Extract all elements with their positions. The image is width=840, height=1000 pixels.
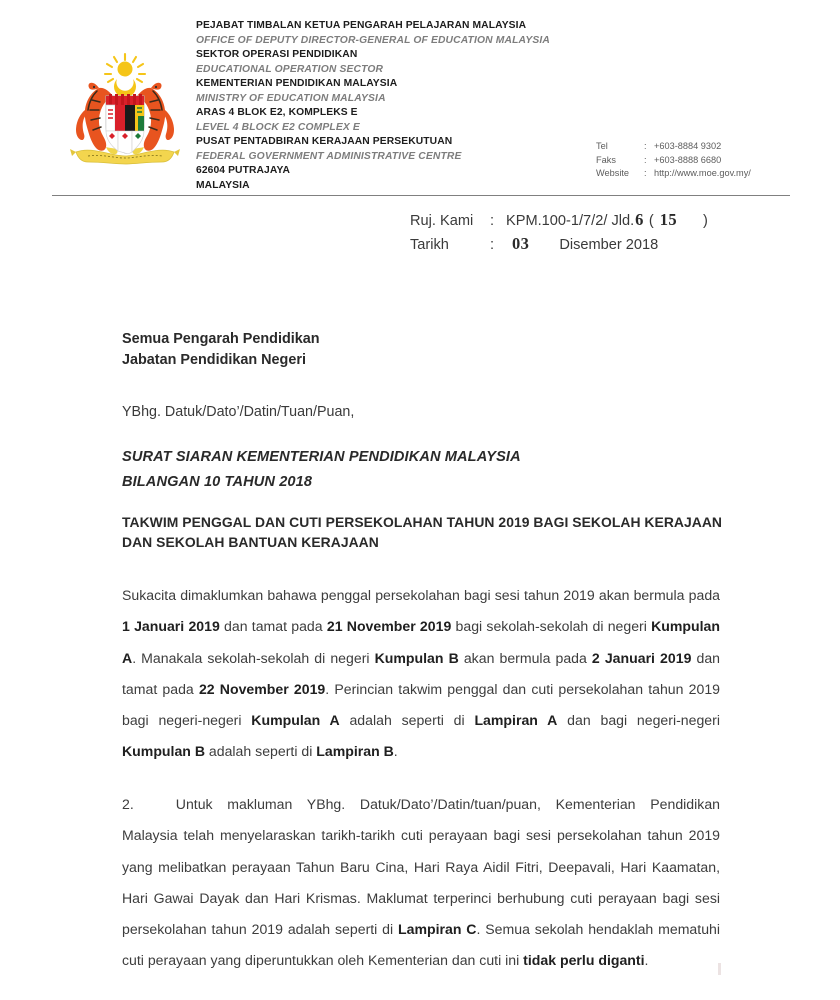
address-line: OFFICE OF DEPUTY DIRECTOR-GENERAL OF EDUCATION MALAYSIA [196,34,550,46]
p2-appendix-c: Lampiran C [398,920,477,937]
p1-text: bagi sekolah-sekolah di negeri [451,618,652,635]
address-line: EDUCATIONAL OPERATION SECTOR [196,63,384,75]
colon: : [644,154,647,165]
ruj-kami-value: KPM.100-1/7/2/ Jld. [506,213,635,229]
colon: : [490,213,495,229]
addressee-line-2: Jabatan Pendidikan Negeri [122,352,306,368]
paragraph-2 [122,789,720,976]
letterhead-contact-block [596,140,751,181]
circular-title-line-2: BILANGAN 10 TAHUN 2018 [122,473,313,490]
p1-text: dan tamat pada [122,649,720,697]
p1-date-end-a: 21 November 2019 [326,618,452,635]
reference-date-row [410,234,708,258]
contact-row-fax [596,154,751,168]
p1-text: adalah seperti di [339,711,475,728]
p1-text: akan bermula pada [458,649,592,666]
address-line: MALAYSIA [196,180,250,192]
circular-title-line-1: SURAT SIARAN KEMENTERIAN PENDIDIKAN MALAYSIA [122,449,521,465]
colon: : [644,141,647,151]
address-line: LEVEL 4 BLOCK E2 COMPLEX E [196,121,360,133]
subject-heading: TAKWIM PENGGAL DAN CUTI PERSEKOLAHAN TAHUN 2019 BAGI SEKOLAH KERAJAAN DAN SEKOLAH BANTUAN KERAJAAN [122,514,723,550]
p1-text: adalah seperti di [205,743,317,760]
p1-text: Sukacita dimaklumkan bahawa penggal persekolahan bagi sesi tahun 2019 akan bermula pada [122,587,720,604]
tel-value: +603-8884 9302 [654,141,722,151]
p1-appendix-b: Lampiran B [316,743,394,760]
p2-no-replacement: tidak perlu diganti [523,952,645,969]
address-line: ARAS 4 BLOK E2, KOMPLEKS E [196,107,358,119]
circular-title [122,445,521,494]
address-line: KEMENTERIAN PENDIDIKAN MALAYSIA [196,78,398,90]
address-line: MINISTRY OF EDUCATION MALAYSIA [196,92,386,104]
p1-group-b: Kumpulan B [374,649,459,666]
p2-text: Untuk makluman YBhg. Datuk/Dato’/Datin/tuan/puan, Kementerian Pendidikan Malaysia telah menyelaraskan tarikh-tarikh cuti perayaan bagi sesi persekolahan tahun 2019 yang melibatkan perayaan Tahun Baru Cina, Hari Raya Aidil Fitri, Deepavali, Hari Kaamatan, Hari Gawai Dayak dan Hari Krismas. Maklumat terperinci berhubung cuti perayaan bagi sesi persekolahan tahun 2019 adalah seperti di [122,796,720,937]
ruj-kami-label: Ruj. Kami [410,213,474,229]
p1-date-start-a: 1 Januari 2019 [122,618,220,635]
paragraph-1 [122,580,720,767]
address-line: 62604 PUTRAJAYA [196,165,291,177]
address-line: PEJABAT TIMBALAN KETUA PENGARAH PELAJARAN MALAYSIA [196,20,527,31]
scan-artifact [718,963,721,975]
address-line: FEDERAL GOVERNMENT ADMINISTRATIVE CENTRE [196,150,462,162]
reference-number-row [410,210,708,234]
address-line: SEKTOR OPERASI PENDIDIKAN [196,49,358,61]
p1-text: dan bagi negeri-negeri [557,711,720,728]
p1-group-a: Kumpulan A [122,618,721,666]
malaysia-coat-of-arms-icon [62,48,188,172]
p1-appendix-a: Lampiran A [474,711,558,728]
p1-date-end-b: 22 November 2019 [198,680,326,697]
p1-text: dan tamat pada [219,618,327,635]
paren-open: ( [648,213,654,229]
colon: : [644,168,647,179]
addressee-line-1: Semua Pengarah Pendidikan [122,331,320,347]
p1-text: . Perincian takwim penggal dan cuti persekolahan tahun 2019 bagi negeri-negeri [122,680,721,728]
ruj-jld-handwritten: 6 [635,210,644,229]
address-line: PUSAT PENTADBIRAN KERAJAAN PERSEKUTUAN [196,136,453,148]
p1-group-a-2: Kumpulan A [251,711,340,728]
p2-number: 2. [122,796,134,813]
colon: : [490,237,495,253]
website-value[interactable]: http://www.moe.gov.my/ [654,168,751,179]
addressee-block [122,329,320,371]
fax-label: Faks [596,154,616,165]
tarikh-month-year: Disember 2018 [559,237,659,253]
reference-block [410,210,708,258]
p1-date-start-b: 2 Januari 2019 [591,649,692,666]
p1-group-b-2: Kumpulan B [122,743,205,760]
paren-close: ) [703,213,708,229]
letterhead [0,0,840,196]
ruj-bil-handwritten: 15 [659,210,678,229]
tarikh-day-handwritten: 03 [512,234,530,253]
tarikh-label: Tarikh [410,237,449,253]
contact-row-tel [596,140,751,154]
p2-text: . Semua sekolah hendaklah mematuhi cuti perayaan yang diperuntukkan oleh Kementerian dan cuti ini [122,920,720,969]
p1-text: . [393,743,398,760]
header-divider [52,195,790,196]
p2-text: . [644,952,649,969]
tel-label: Tel [596,141,608,151]
salutation: YBhg. Datuk/Dato’/Datin/Tuan/Puan, [122,404,355,420]
letterhead-address [196,19,576,194]
fax-value: +603-8888 6680 [654,154,722,165]
contact-row-website [596,167,751,181]
p1-text: . Manakala sekolah-sekolah di negeri [132,649,375,666]
website-label: Website [596,168,630,179]
